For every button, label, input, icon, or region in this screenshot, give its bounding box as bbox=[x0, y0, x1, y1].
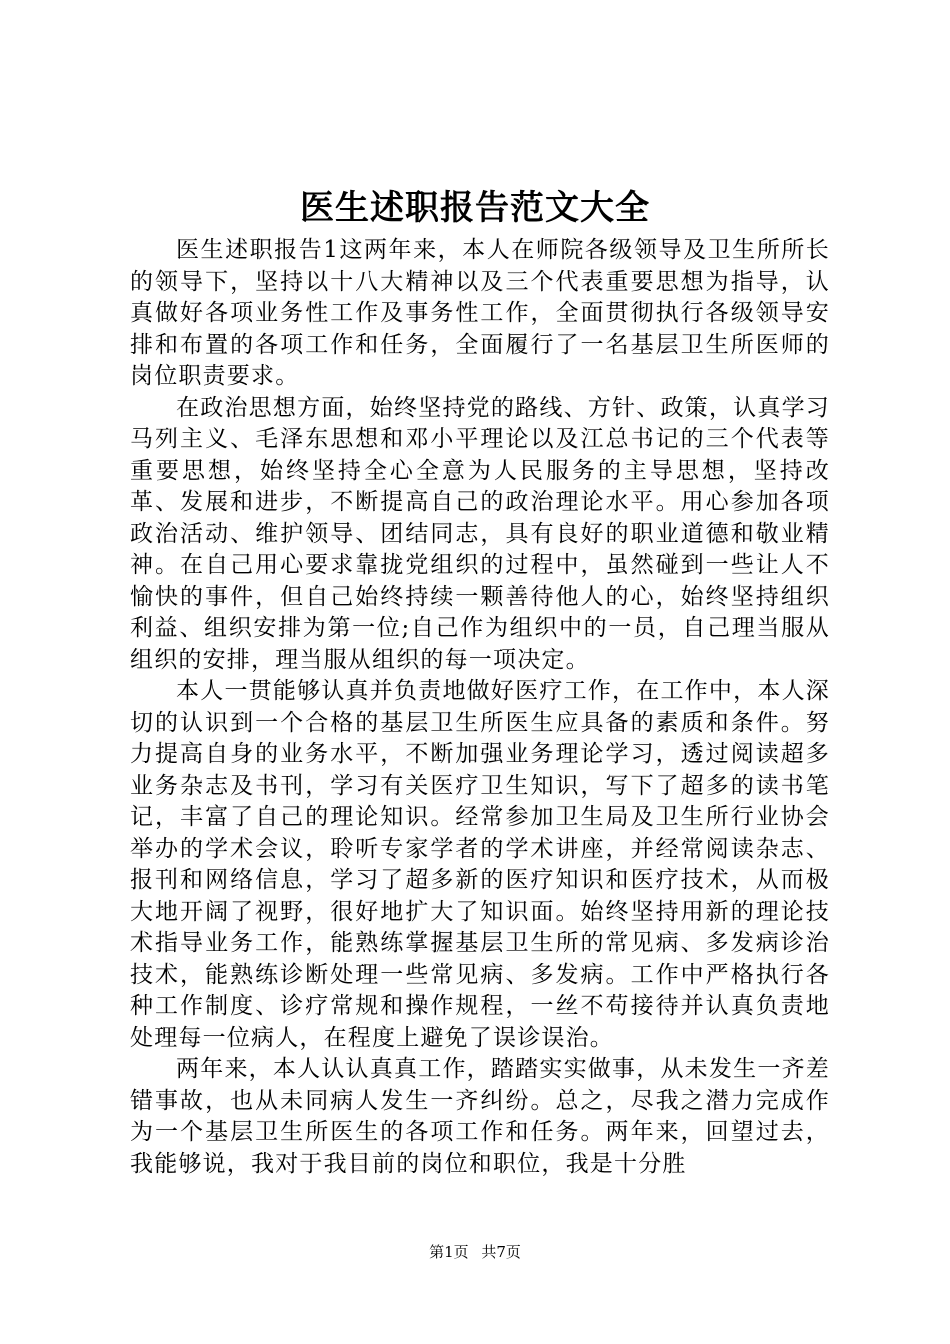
paragraph: 两年来，本人认认真真工作，踏踏实实做事，从未发生一齐差错事故，也从未同病人发生一齐纠纷。总之，尽我之潜力完成作为一个基层卫生所医生的各项工作和任务。两年来，回望过去，我能够说，我对于我目前的岗位和职位，我是十分胜 bbox=[130, 1056, 830, 1177]
page-total: 共7页 bbox=[481, 1243, 521, 1261]
document-title: 医生述职报告范文大全 bbox=[300, 188, 650, 228]
page-number: 第1页 bbox=[429, 1243, 469, 1261]
paragraph: 本人一贯能够认真并负责地做好医疗工作，在工作中，本人深切的认识到一个合格的基层卫生所医生应具备的素质和条件。努力提高自身的业务水平，不断加强业务理论学习，透过阅读超多业务杂志及书刊，学习有关医疗卫生知识，写下了超多的读书笔记，丰富了自己的理论知识。经常参加卫生局及卫生所行业协会举办的学术会议，聆听专家学者的学术讲座，并经常阅读杂志、报刊和网络信息，学习了超多新的医疗知识和医疗技术，从而极大地开阔了视野，很好地扩大了知识面。始终坚持用新的理论技术指导业务工作，能熟练掌握基层卫生所的常见病、多发病诊治技术，能熟练诊断处理一些常见病、多发病。工作中严格执行各种工作制度、诊疗常规和操作规程，一丝不苟接待并认真负责地处理每一位病人，在程度上避免了误诊误治。 bbox=[130, 678, 830, 1051]
page-footer bbox=[0, 1240, 950, 1264]
document-body bbox=[130, 235, 830, 1180]
paragraph: 医生述职报告1这两年来，本人在师院各级领导及卫生所所长的领导下，坚持以十八大精神以及三个代表重要思想为指导，认真做好各项业务性工作及事务性工作，全面贯彻执行各级领导安排和布置的各项工作和任务，全面履行了一名基层卫生所医师的岗位职责要求。 bbox=[130, 237, 830, 389]
paragraph: 在政治思想方面，始终坚持党的路线、方针、政策，认真学习马列主义、毛泽东思想和邓小平理论以及江总书记的三个代表等重要思想，始终坚持全心全意为人民服务的主导思想，坚持改革、发展和进步，不断提高自己的政治理论水平。用心参加各项政治活动、维护领导、团结同志，具有良好的职业道德和敬业精神。在自己用心要求靠拢党组织的过程中，虽然碰到一些让人不愉快的事件，但自己始终持续一颗善待他人的心，始终坚持组织利益、组织安排为第一位;自己作为组织中的一员，自己理当服从组织的安排，理当服从组织的每一项决定。 bbox=[130, 394, 830, 673]
